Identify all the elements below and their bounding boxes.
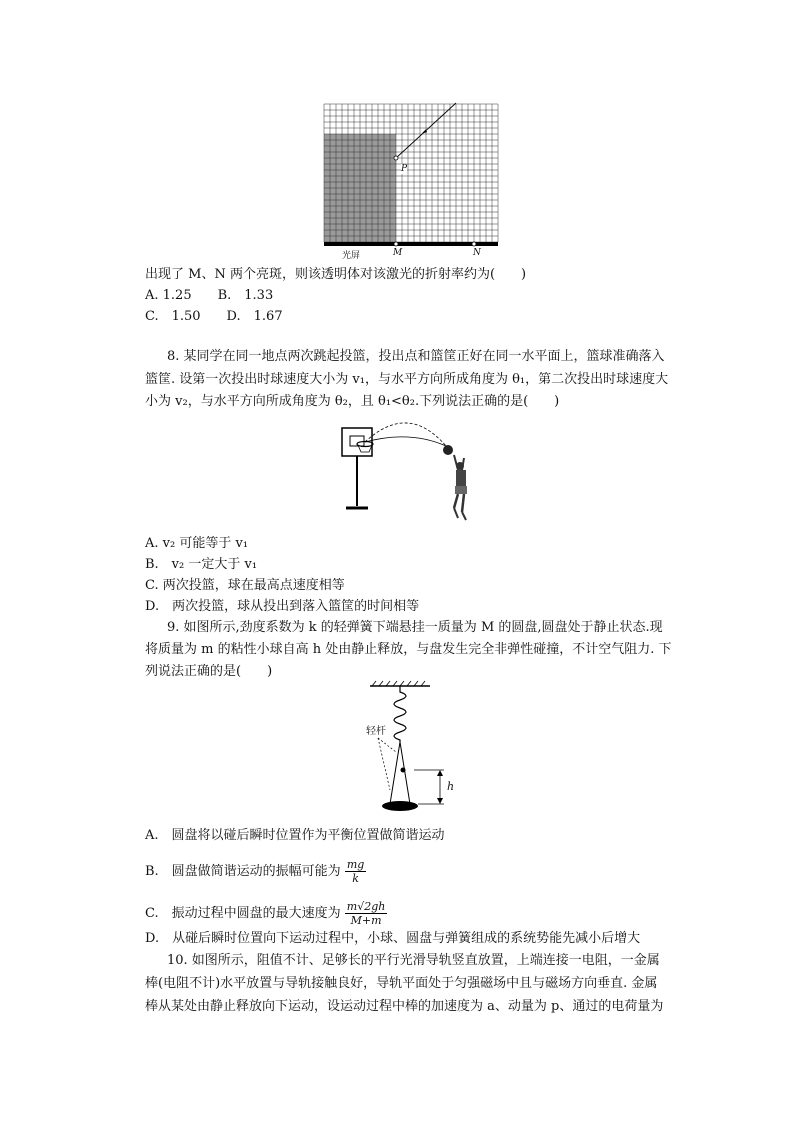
m-label: M bbox=[393, 248, 403, 258]
q8-option-d: D. 两次投篮，球从投出到落入篮筐的时间相等 bbox=[145, 599, 420, 614]
rod-label: 轻杆 bbox=[366, 726, 386, 737]
p-label: P bbox=[401, 164, 408, 174]
q8-option-b: B. v₂ 一定大于 v₁ bbox=[145, 557, 258, 572]
q10-line2: 棒(电阻不计)水平放置与导轨接触良好，导轨平面处于匀强磁场中且与磁场方向垂直. 金属 bbox=[145, 976, 658, 991]
q8-line1: 8. 某同学在同一地点两次跳起投篮，投出点和篮筐正好在同一水平面上，篮球准确落入 bbox=[167, 349, 665, 364]
q9-option-c bbox=[145, 900, 387, 927]
fraction-denominator: k bbox=[352, 872, 359, 885]
q8-line3: 小为 v₂，与水平方向所成角度为 θ₂，且 θ₁<θ₂.下列说法正确的是( ) bbox=[145, 394, 560, 409]
grid-diagram bbox=[322, 102, 502, 262]
q9-line3: 列说法正确的是( ) bbox=[145, 664, 273, 679]
point-marker bbox=[472, 242, 476, 246]
q10-line1: 10. 如图所示，阻值不计、足够长的平行光滑导轨竖直放置，上端连接一电阻，一金属 bbox=[167, 953, 660, 968]
q9-option-d: D. 从碰后瞬时位置向下运动过程中，小球、圆盘与弹簧组成的系统势能先减小后增大 bbox=[145, 931, 641, 946]
q9-option-a: A. 圆盘将以碰后瞬时位置作为平衡位置做简谐运动 bbox=[145, 828, 445, 843]
q10-line3: 棒从某处由静止释放向下运动，设运动过程中棒的加速度为 a、动量为 p、通过的电荷量为 bbox=[145, 999, 664, 1014]
refraction-grid-figure bbox=[322, 102, 502, 262]
q9-option-c-fraction bbox=[345, 900, 388, 927]
fraction-denominator: M+m bbox=[350, 914, 382, 927]
basketball-diagram bbox=[338, 422, 488, 526]
point-marker bbox=[394, 242, 398, 246]
fraction-numerator: m√2gh bbox=[346, 900, 386, 913]
basketball-figure bbox=[338, 422, 488, 526]
point-marker bbox=[394, 156, 398, 160]
q7-options-cd: C. 1.50 D. 1.67 bbox=[145, 309, 283, 324]
q9-option-b-fraction bbox=[345, 858, 366, 885]
q9-option-c-text: C. 振动过程中圆盘的最大速度为 bbox=[145, 906, 341, 921]
q9-line2: 将质量为 m 的粘性小球自高 h 处由静止释放，与盘发生完全非弹性碰撞，不计空气阻力. 下 bbox=[145, 642, 672, 657]
q7-options-ab: A. 1.25 B. 1.33 bbox=[145, 288, 274, 303]
q8-option-a: A. v₂ 可能等于 v₁ bbox=[145, 536, 249, 551]
q9-option-b bbox=[145, 858, 366, 885]
spring-disc-figure bbox=[360, 680, 470, 820]
n-label: N bbox=[473, 248, 481, 258]
h-label: h bbox=[447, 780, 455, 793]
q9-line1: 9. 如图所示,劲度系数为 k 的轻弹簧下端悬挂一质量为 M 的圆盘,圆盘处于静止状态.现 bbox=[167, 620, 663, 635]
q9-option-b-text: B. 圆盘做简谐运动的振幅可能为 bbox=[145, 864, 341, 879]
q8-line2: 篮筐. 设第一次投出时球速度大小为 v₁，与水平方向所成角度为 θ₁，第二次投出时球速度大 bbox=[145, 372, 669, 387]
q8-option-c: C. 两次投篮，球在最高点速度相等 bbox=[145, 578, 345, 593]
q7-line1: 出现了 M、N 两个亮斑，则该透明体对该激光的折射率约为( ) bbox=[145, 267, 527, 282]
spring-disc-diagram bbox=[360, 680, 470, 820]
fraction-numerator: mg bbox=[346, 858, 365, 871]
screen-label: 光屏 bbox=[342, 251, 361, 261]
